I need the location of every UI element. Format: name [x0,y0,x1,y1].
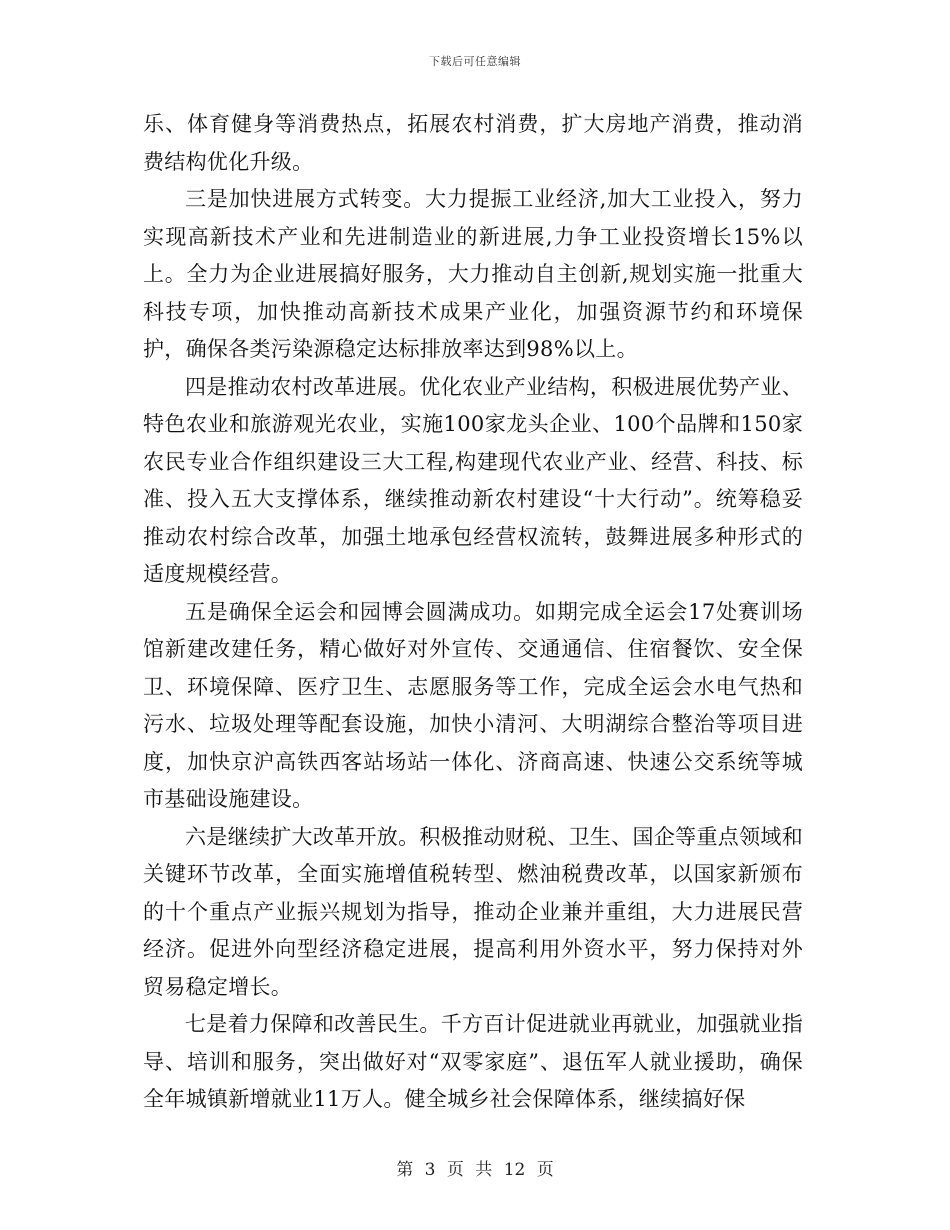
page-number: 第 3 页 共 12 页 [396,1160,554,1180]
paragraph-3: 四是推动农村改革进展。优化农业产业结构，积极进展优势产业、特色农业和旅游观光农业，实施100家龙头企业、100个品牌和150家农民专业合作组织建设三大工程,构建现代农业产业、经营、科技、标准、投入五大支撑体系，继续推动新农村建设“十大行动”。统筹稳妥推动农村综合改革，加强土地承包经营权流转，鼓舞进展多种形式的适度规模经营。 [143,374,803,586]
page-header: 下载后可任意编辑 [429,55,521,68]
paragraph-2: 三是加快进展方式转变。大力提振工业经济,加大工业投入，努力实现高新技术产业和先进制造业的新进展,力争工业投资增长15%以上。全力为企业进展搞好服务，大力推动自主创新,规划实施一批重大科技专项，加快推动高新技术成果产业化，加强资源节约和环境保护，确保各类污染源稳定达标排放率达到98%以上。 [143,187,803,361]
paragraph-1: 乐、体育健身等消费热点，拓展农村消费，扩大房地产消费，推动消费结构优化升级。 [143,112,803,174]
document-body [143,106,803,1119]
paragraph-4: 五是确保全运会和园博会圆满成功。如期完成全运会17处赛训场馆新建改建任务，精心做好对外宣传、交通通信、住宿餐饮、安全保卫、环境保障、医疗卫生、志愿服务等工作，完成全运会水电气热和污水、垃圾处理等配套设施，加快小清河、大明湖综合整治等项目进度，加快京沪高铁西客站场站一体化、济商高速、快速公交系统等城市基础设施建设。 [143,599,803,811]
paragraph-6: 七是着力保障和改善民生。千方百计促进就业再就业，加强就业指导、培训和服务，突出做好对“双零家庭”、退伍军人就业援助，确保全年城镇新增就业11万人。健全城乡社会保障体系，继续搞好保 [143,1012,803,1111]
paragraph-5: 六是继续扩大改革开放。积极推动财税、卫生、国企等重点领域和关键环节改革，全面实施增值税转型、燃油税费改革，以国家新颁布的十个重点产业振兴规划为指导，推动企业兼并重组，大力进展民营经济。促进外向型经济稳定进展，提高利用外资水平，努力保持对外贸易稳定增长。 [143,824,803,999]
